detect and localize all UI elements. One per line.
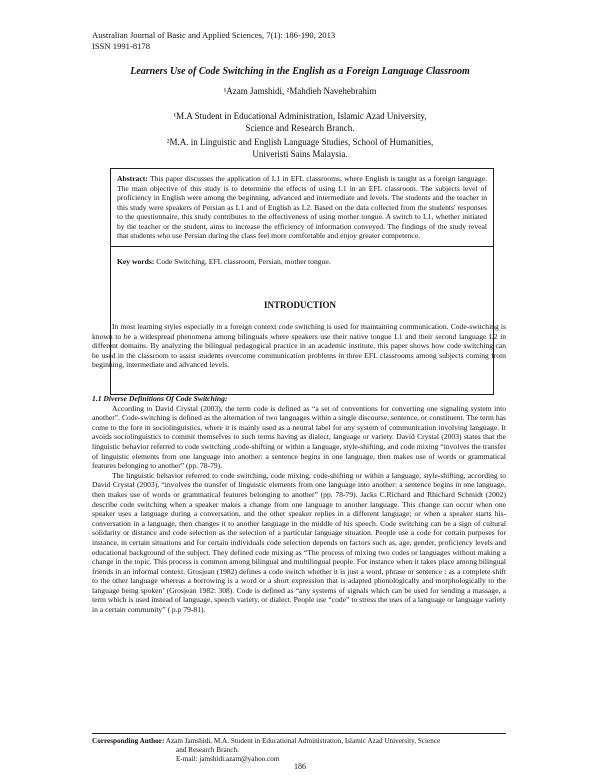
abstract-text: This paper discusses the application of L1 in EFL classrooms, where English is taught as a foreign language. The main objective of this study is to determine the effects of using L1 in an EFL classroom. The subjects level of proficiency in English were among the beginning, advanced and intermediate and levels. The students and the teacher in this study were speakers of Persian as L1 and of English as L2. Based on the data collected from the students' responses to the questionnaire, this study contributes to the effectiveness of using mother tongue. A switch to L1, whether initiated by the teacher or the student, aims to increase the efficiency of information conveyed. The findings of the study reveal that students who use Persian during the class feel more comfortable and enjoy greater competence. <box>117 174 487 240</box>
affiliation-1-line1: ¹M.A Student in Educational Administration, Islamic Azad University, <box>173 111 427 121</box>
journal-citation: Australian Journal of Basic and Applied Sciences, 7(1): 186-190, 2013 <box>92 30 336 40</box>
affiliation-2 <box>0 136 600 160</box>
intro-para1-text: In most learning styles especially in a foreign context code switching is used for maintaining communication. Code-switching is known to be a widespread phenomena among bilinguals where speakers use their native tongue L1 and their second language L2 in different domains. By analyzing the bilingual pedagogical practice in an academic institute, this paper shows how code switching can be used in the classroom to assist students overcome communication problems in three EFL classrooms among subjects coming from beginning, intermediate and advanced levels. <box>92 322 506 370</box>
affiliation-1 <box>0 110 600 134</box>
footer-email[interactable]: E-mail: jamshidi.azam@yahoo.com <box>176 755 280 763</box>
keywords-label: Key words: <box>117 256 155 266</box>
affiliation-2-line1: ²M.A. in Linguistic and English Language Studies, School of Humanities, <box>166 137 434 147</box>
footer-label: Corresponding Author: <box>92 737 165 745</box>
abstract-divider <box>111 246 493 247</box>
footer-text: Azam Jamshidi, M.A. Student in Educational Administration, Islamic Azad University, Science <box>165 737 441 745</box>
page-number: 186 <box>294 762 306 771</box>
paper-title: Learners Use of Code Switching in the English as a Foreign Language Classroom <box>130 66 470 77</box>
section-1-1 <box>92 394 506 615</box>
journal-header <box>92 30 335 52</box>
journal-issn: ISSN 1991-8178 <box>92 41 151 51</box>
section-1-1-para2: The linguistic behavior referred to code switching, code mixing, code-shifting or within a language, style-shifting, according to David Crystal (2003), “involves the transfer of linguistic elements from one language into another: a sentence begins in one language, then makes use of words or grammatical features belonging to another” (pp. 78-79). Jacks C.Richard and Rhichard Schmidt (2002) describe code switching when a speaker makes a change from one language to another language. This change can occur when one speaker uses a language during a conversation, and the other speaker replies in a different language; or when a speaker starts his-conversation in a language, then changes it to another language in the middle of his speech. Code switching can be a sign of cultural solidarity or distance and code selection as the selection of a particular language situation. People use a code for certain purposes for instance, in certain situations and for certain individuals code selection depends on factors such as, age, gender, proficiency levels and educational background of the subject. They defined code mixing as “The process of mixing two codes or languages without making a change in the topic. This process is common among bilingual and multilingual people. For instance when it takes place among bilingual friends in an informal context. Grosjean (1982) defines a code switch whether it is just a word, phrase or sentence ; as a complete shift to the other language whereas a borrowing is a word or a short expression that is adapted phonologically and morphologically to the language being spoken’ (Grosjean 1982: 308). Code is defined as “any systems of signals which can be used for sending a massage, a term which is used instead of language, speech variety, or dialect. People use “code” to stress the uses of a language or language variety in a certain community” ( p.p 79-81). <box>92 470 506 615</box>
keywords-text: Code Switching, EFL classroom, Persian, mother tongue. <box>156 256 331 266</box>
footer-rule <box>92 733 506 734</box>
affiliation-2-line2: Univeristi Sains Malaysia. <box>252 149 348 159</box>
abstract-paragraph <box>117 174 487 241</box>
author-list: ¹Azam Jamshidi, ²Mahdieh Navehebrahim <box>223 86 377 96</box>
intro-paragraph-1 <box>92 322 506 370</box>
keywords-paragraph <box>117 257 487 267</box>
section-1-1-para1: According to David Crystal (2003), the term code is defined as “a set of conventions for converting one signaling system into another”. Code-switching is defined as the alternation of two languages within a single discourse, sentence, or constituent. The term has come to the fore in sociolinguistics, where it is mainly used as a neutral label for any system of communication involving language. It avoids sociolinguistics to commit themselves to such terms having as dialect, language or variety. David Crystal (2003) states that the linguistic behavior referred to code switching ,code-shifting or within a language, style-shifting, and code mixing “involves the transfer of linguistic elements from one language into another: a sentence begins in one language, then makes use of words or grammatical features belonging to another” (pp. 78-79). <box>92 403 506 471</box>
section-1-1-heading: 1.1 Diverse Definitions Of Code Switching: <box>92 394 228 403</box>
abstract-label: Abstract: <box>117 174 148 183</box>
affiliation-1-line2: Science and Research Branch. <box>245 123 355 133</box>
introduction-heading: INTRODUCTION <box>263 300 336 310</box>
corresponding-author-footer <box>92 737 506 764</box>
footer-line-2: and Research Branch. <box>176 746 239 754</box>
footer-line-1 <box>92 737 506 746</box>
